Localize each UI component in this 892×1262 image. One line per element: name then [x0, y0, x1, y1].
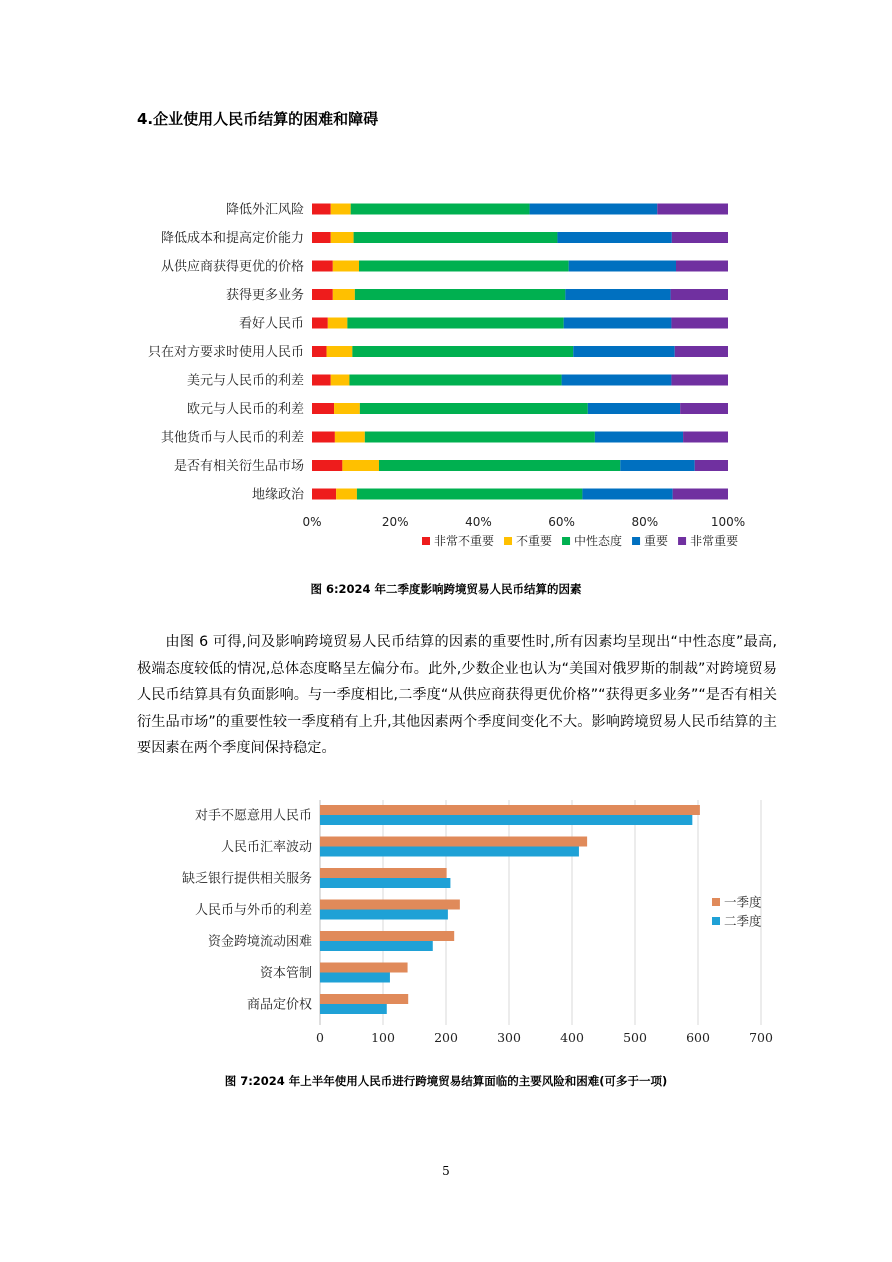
fig6-legend-label: 中性态度 [574, 534, 623, 548]
fig7-bar [320, 837, 587, 847]
fig7-bar [320, 878, 450, 888]
fig7-legend-swatch [712, 917, 720, 925]
fig7-bar [320, 963, 408, 973]
fig7-bar [320, 868, 447, 878]
fig7-x-tick-label: 100 [371, 1030, 395, 1045]
fig7-legend-label: 一季度 [724, 894, 762, 910]
section-heading: 4.企业使用人民币结算的困难和障碍 [137, 110, 379, 128]
fig7-category-label: 缺乏银行提供相关服务 [181, 871, 312, 887]
paragraph-text: 由图 6 可得,问及影响跨境贸易人民币结算的因素的重要性时,所有因素均呈现出“中性态度”最高,极端态度较低的情况,总体态度略呈左偏分布。此外,少数企业也认为“美国对俄罗斯的制裁”对跨境贸易人民币结算具有负面影响。与一季度相比,二季度“从供应商获得更优价格”“获得更多业务”“是否有相关衍生品市场”的重要性较一季度稍有上升,其他因素两个季度间变化不大。影响跨境贸易人民币结算的主要因素在两个季度间保持稳定。 [137, 634, 777, 756]
fig6-category-label: 看好人民币 [238, 316, 304, 332]
page-number: 5 [442, 1164, 450, 1178]
fig7-x-tick-label: 400 [560, 1030, 584, 1045]
fig6-category-label: 欧元与人民币的利差 [186, 402, 304, 417]
fig7-legend-swatch [712, 898, 720, 906]
fig7-bar [320, 994, 408, 1004]
fig7-category-label: 资本管制 [259, 966, 312, 981]
fig6-x-tick-label: 60% [548, 515, 575, 529]
fig7-bar [320, 900, 460, 910]
fig6-x-tick-label: 100% [710, 515, 746, 529]
fig6-x-tick-label: 20% [381, 515, 409, 529]
fig7-bar [320, 805, 700, 815]
fig7-bar [320, 847, 579, 857]
fig6-category-label: 降低外汇风险 [225, 202, 304, 218]
fig7-bar [320, 1004, 387, 1014]
fig7-bar [320, 931, 454, 941]
fig7-x-tick-label: 0 [316, 1030, 324, 1045]
fig6-x-tick-label: 40% [465, 515, 492, 529]
fig7-x-tick-label: 500 [623, 1030, 647, 1045]
fig6-x-tick-label: 0% [302, 515, 322, 529]
fig7-bar [320, 815, 692, 825]
fig7-category-label: 人民币与外币的利差 [194, 903, 312, 918]
fig6-category-label: 其他货币与人民币的利差 [160, 430, 304, 446]
fig6-category-label: 是否有相关衍生品市场 [173, 459, 304, 474]
fig7-x-tick-label: 200 [434, 1030, 458, 1045]
fig7-category-label: 商品定价权 [246, 997, 312, 1013]
fig6-legend-label: 非常重要 [690, 534, 739, 548]
fig7-bar [320, 941, 433, 951]
fig6-category-label: 获得更多业务 [225, 288, 304, 303]
fig7-category-label: 资金跨境流动困难 [207, 934, 312, 950]
fig7-bar [320, 910, 448, 920]
fig7-x-tick-label: 600 [686, 1030, 710, 1045]
fig6-category-label: 美元与人民币的利差 [186, 373, 304, 389]
fig7-category-label: 人民币汇率波动 [220, 840, 312, 855]
fig7-x-tick-label: 300 [497, 1030, 521, 1045]
fig7-bar [320, 973, 390, 983]
fig7-legend-label: 二季度 [724, 913, 762, 929]
fig7-category-label: 对手不愿意用人民币 [194, 808, 312, 824]
figure7-caption: 图 7:2024 年上半年使用人民币进行跨境贸易结算面临的主要风险和困难(可多于一项) [224, 1074, 668, 1088]
fig6-x-tick-label: 80% [631, 515, 659, 529]
fig7-x-tick-label: 700 [749, 1030, 773, 1045]
fig6-legend-label: 重要 [644, 534, 669, 548]
fig6-category-label: 地缘政治 [251, 487, 304, 503]
fig6-category-label: 降低成本和提高定价能力 [160, 231, 304, 246]
fig6-legend-label: 不重要 [516, 534, 553, 548]
fig6-legend-label: 非常不重要 [434, 534, 495, 548]
fig6-category-label: 从供应商获得更优的价格 [160, 259, 304, 275]
figure6-caption: 图 6:2024 年二季度影响跨境贸易人民币结算的因素 [310, 582, 582, 596]
fig6-category-label: 只在对方要求时使用人民币 [147, 345, 304, 360]
